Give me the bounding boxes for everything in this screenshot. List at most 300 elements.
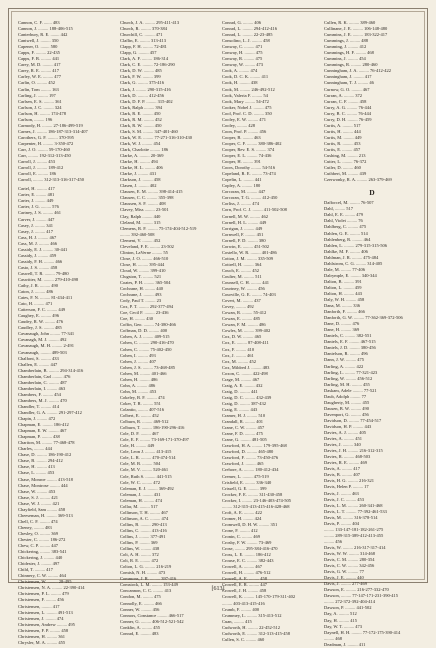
index-entry: Coleman, H. ......... 474 <box>120 497 162 503</box>
index-entry: Clement, V. ......... 452 <box>120 237 161 243</box>
index-entry: Cool, Prof. C. D. ......... 350 <box>222 110 272 116</box>
index-entry: Carling, J. ......... 197 <box>18 92 56 98</box>
index-entry: ......... 289-315-389-412-413-455 <box>324 532 384 538</box>
index-entry: Courville, G. E. ......... 74-403 <box>222 292 276 298</box>
index-entry: Collar, M. ......... 517 <box>120 503 158 509</box>
index-entry: Chidester, J. ......... 497 <box>18 561 60 567</box>
index-entry: Daskam, Adele ......... 77-521 <box>324 387 377 393</box>
index-entry: Cloud, W. ......... 399-410 <box>120 267 166 273</box>
index-entry: Comstock, L. M. ......... 153-449 <box>120 582 178 588</box>
index-entry: Deadman, J. ......... 411 <box>324 641 366 647</box>
index-entry: Clapp, G. ......... 457 <box>120 50 157 56</box>
index-entry: Crage, M. ......... 467 <box>222 376 260 382</box>
index-entry: Casey, J. ......... 417 <box>18 228 53 234</box>
index-entry: Cleland, M. ......... 315 <box>120 219 161 225</box>
index-entry: Carmody, H. ......... 27-186-499-519 <box>18 122 83 128</box>
index-entry: Cooker, Nobel J. ......... 475 <box>222 104 272 110</box>
index-entry: Collins, C. ......... 413-416 <box>120 527 167 533</box>
index-entry: Clark, R. M. ......... 452 <box>120 116 162 122</box>
index-entry: Corcoran, T. G. ......... 412-450 <box>222 195 278 201</box>
index-entry: Conrad, G. ......... 406 <box>222 20 261 25</box>
index-entry: Darling, W. ......... 456-512 <box>324 375 373 381</box>
index-entry: Cunningham, T. J. ......... 46 <box>324 80 374 86</box>
index-entry: Clapp, F. H. ......... 72-481 <box>120 44 167 50</box>
index-entry: Colbert, E. ......... 452 <box>120 413 159 419</box>
index-entry: Chamberlain, Carl ......... 476 <box>18 373 71 379</box>
index-entry: Clasen, J. ......... 402 <box>120 183 157 189</box>
index-entry: Cass, H. J. ......... 467 <box>18 234 57 240</box>
index-entry: Copley, A. ......... 180 <box>222 183 261 189</box>
index-entry: Connors, Constance ......... 466-517 <box>120 612 184 618</box>
index-entry: Cox, D. W. ......... 465 <box>222 334 262 340</box>
index-entry: Chamberlain, C. ......... 487 <box>18 379 67 385</box>
index-entry: Clark, A. F. ......... 186-314 <box>120 56 169 62</box>
index-entry: Crane, G. ......... 481-505 <box>222 437 267 443</box>
index-entry: Crisfield, E. ......... 336-340 <box>222 479 272 485</box>
index-entry: Cooper, Rev. E. S. ......... 374 <box>222 146 275 152</box>
index-entry: Consolino, L. J. ......... 458 <box>222 38 270 44</box>
index-entry: Dalrymple, E. ......... 340-344 <box>324 272 377 278</box>
index-entry: Carroll, J. ......... 453 <box>18 159 55 165</box>
index-column-4 <box>321 20 423 647</box>
index-entry: Davis, Helen P. ......... 17 <box>324 484 369 490</box>
index-entry: Chase, W. J. ......... 421 <box>18 500 60 506</box>
index-entry: Crose, ......... 295-384-416-470 <box>222 546 278 552</box>
index-entry: Dane, D. ......... 476 <box>324 321 360 327</box>
index-entry: Chell, C. F. ......... 474 <box>18 518 58 524</box>
index-entry: Cole, Leon J. ......... 413-415 <box>120 449 172 455</box>
index-entry: Davis, W. ......... 216-317-317-414 <box>324 544 386 550</box>
index-entry: Clark, J. ......... 290-315-416 <box>120 86 171 92</box>
index-entry: Chase, H. ......... 413 <box>18 464 55 470</box>
index-entry: Cartel, H. ......... 417 <box>18 186 55 192</box>
index-entry: Cavanaugh, M. H. ......... 2-491 <box>18 343 74 349</box>
index-entry: Charles, ......... 444 <box>18 446 52 452</box>
index-entry: Christensen, P. L. ......... 479 <box>18 591 69 597</box>
index-entry: Cornwell, F. ......... 451 <box>222 231 264 237</box>
index-entry: Cuthbert, M. ......... 439 <box>324 171 367 177</box>
index-entry: Dawson, ......... 77-147-171-231-390-415 <box>324 593 398 599</box>
index-entry: Chapman, E. ......... 186-412 <box>18 422 69 428</box>
index-entry: Chase, Montrose ......... 444 <box>18 482 68 488</box>
index-entry: ......... 133-147-181-182-261-275 <box>324 526 384 532</box>
index-entry: Crawford, J. ......... 465 <box>222 461 264 467</box>
index-entry: Day, W. T. ......... 473 <box>324 623 363 629</box>
index-entry: Cramer, H. J. ......... 510 <box>222 413 266 419</box>
index-entry: Carroll, J. ......... 189-412 <box>18 165 64 171</box>
index-entry: Dalton, L. ......... 459 <box>324 284 362 290</box>
index-entry: Carlsen, E. S. ......... 361 <box>18 98 62 104</box>
index-entry: ......... 456 <box>324 538 342 544</box>
index-entry: Cooper, H. ......... 391 <box>222 159 261 165</box>
index-entry: Craig, E. ......... 443 <box>222 407 258 412</box>
section-letter: D <box>369 188 375 198</box>
index-entry: Cartney, J. S. ......... 461 <box>18 210 61 216</box>
index-entry: Cohn, A. ......... 486 <box>120 382 156 388</box>
index-entry: Close, H. ......... 395-444 <box>120 261 165 267</box>
index-entry: Craig, D. ......... 441 <box>222 388 258 394</box>
index-entry: Connolly, E. ......... 466 <box>120 600 162 606</box>
index-entry: Cato, H. ......... 471 <box>18 301 53 307</box>
index-entry: Carter, J. G. ......... 576 <box>18 204 59 210</box>
index-entry: Darling, A. ......... 422 <box>324 363 364 369</box>
index-entry: Dawson, P. ......... 441-502 <box>324 605 372 611</box>
index-entry: Day, A. ......... 512 <box>324 611 357 617</box>
index-entry: Czerwonky, R. A. ......... 263-379-469 <box>324 177 392 183</box>
index-entry: Davis, C. M. ......... 280-354 <box>324 557 375 563</box>
index-entry: Crowell, E. R. ......... 447 <box>222 582 267 588</box>
index-entry: Clark, W. J. ......... 454 <box>120 140 161 146</box>
index-entry: Cheeseman, H. ......... 369-513 <box>18 512 73 518</box>
index-entry: Cullen, R. K. ......... 389-460 <box>324 20 376 25</box>
index-entry: Chickering, ......... 383-541 <box>18 549 67 555</box>
index-entry: Condon, M. ......... 475 <box>120 594 161 600</box>
index-entry: ......... 272-372-392-404-414 <box>324 599 375 605</box>
index-entry: Cathy, J. R. ......... 490 <box>18 283 58 289</box>
index-entry: Dahlen, G. E. ......... 514 <box>324 230 368 236</box>
index-entry: Davis, B. ......... 407 <box>324 472 360 478</box>
index-entry: Cochrane, H. ......... 440 <box>120 286 163 292</box>
index-entry: Clark, D. W. ......... 485 <box>120 68 162 74</box>
index-entry: Cunningham, J. ......... 417 <box>324 74 372 80</box>
index-entry: Coker, T. R. ......... 551 <box>120 400 161 406</box>
index-entry: Clark, R. E. ......... 450 <box>120 110 161 116</box>
index-entry: Cheney, ......... 483 <box>18 524 52 530</box>
index-entry: Cummins, J. ......... 454 <box>324 56 366 62</box>
index-entry: Curtis, H. ......... 444 <box>324 128 361 134</box>
index-entry: Cox, E. ......... 87-408-411 <box>222 340 269 346</box>
index-entry: Carter, J. ......... 449 <box>18 198 54 204</box>
index-entry: Curtis, E. ......... 457 <box>324 146 361 152</box>
index-entry: Cassidy, F. H. ......... 466 <box>18 258 63 264</box>
index-entry: Christensen, L. ......... 491-513 <box>18 609 73 615</box>
index-entry: Crocker, F. E. ......... 311-430-458 <box>222 491 283 497</box>
index-entry: Chrysler, M. A. ......... 455 <box>18 639 66 645</box>
index-entry: Catterson, F. C. ......... 449 <box>18 307 66 313</box>
index-entry: Cullen, S. C. ......... 460 <box>222 636 265 642</box>
index-entry: Cook, Valeria F. ......... 54 <box>222 92 268 98</box>
index-entry: Cook, H. ......... 438 <box>222 80 258 86</box>
index-entry: Carey, R. E. ......... 417 <box>18 68 59 74</box>
index-entry: Darling, M. H. ......... 455 <box>324 381 370 387</box>
index-entry: Cronin, C. ......... 469 <box>222 533 261 539</box>
index-entry: Danforth, F. ......... 466 <box>324 309 365 315</box>
index-entry: Daniels, J. D. ......... 380-456 <box>324 345 376 351</box>
index-entry: Cunningham, J. A. ......... 76-412-422 <box>324 68 391 74</box>
index-entry: Davies, R. E. ......... 469 <box>324 460 367 466</box>
index-entry: Crawford, H. A. ......... 179-395-468 <box>222 443 287 449</box>
index-entry: Christensen, Andrew ......... 495 <box>18 621 75 627</box>
index-entry: Clemens, R. F. ......... 75-174-404-512-519 <box>120 225 197 231</box>
index-entry: Clugston, T. ......... 521 <box>120 273 162 279</box>
index-entry: Craig, D. C. ......... 432-439 <box>222 394 272 400</box>
index-entry: Daynell, H. H. ......... 77-172-175-390-414 <box>324 629 401 635</box>
index-entry: Chalfont, S. ......... 433 <box>18 355 59 361</box>
index-entry: Cassidy, J. ......... 459 <box>18 252 57 258</box>
index-entry: Casto, J. S. ......... 458 <box>18 264 58 270</box>
index-entry: Cohen, C. ......... 290-416-470 <box>120 340 174 346</box>
index-entry: Cannon, J. ......... 188-406-515 <box>18 26 73 32</box>
index-entry: Conway, R. ......... 475 <box>222 56 263 62</box>
index-entry: Clarke, H. ......... 494 <box>120 159 158 165</box>
index-entry: Cudworth, H. ......... 22-452-512 <box>222 624 280 630</box>
index-entry: Chandler, G. A. ......... 291-297-412 <box>18 410 82 415</box>
index-entry: Corn, Prof. C. J. ......... 411-502-508 <box>222 207 287 213</box>
index-entry: Davenport, G. ......... 456 <box>324 411 369 417</box>
index-entry: Daniels, E. F. ......... 467-515 <box>324 339 376 345</box>
index-entry: Cole, E. F. ......... 73-169-171-370-497 <box>120 437 189 443</box>
index-entry: Coon, Prof. P. ......... 456 <box>222 128 267 134</box>
index-entry: Cooley, E. W. ......... 471 <box>222 116 266 122</box>
index-entry: Cohn, M. ......... 453 <box>120 388 157 394</box>
index-entry: Christensen, ......... 417 <box>18 603 60 609</box>
index-entry: Colburn, R. ......... 469-512 <box>120 419 169 425</box>
index-entry: Craig, D. ......... 387-432 <box>222 400 266 406</box>
index-entry: Davis, J. C. ......... 453 <box>324 496 365 502</box>
index-entry: Daly, W. H. ......... 458 <box>324 297 365 303</box>
index-entry: Cleveland, F. E. ......... 23-502 <box>120 243 174 249</box>
index-entry: Commons, J. R. ......... 397-416 <box>120 576 177 582</box>
index-entry: Christensen, J. ......... 474 <box>18 615 64 621</box>
index-entry: ......... 468 <box>324 635 342 641</box>
index-entry: Chayfield, Sam ......... 458 <box>18 506 66 512</box>
index-entry: Cummings, J. ......... 488 <box>324 38 369 44</box>
index-entry: Crumb, F. ......... 400 <box>222 606 260 612</box>
index-entry: Conrad, L. ......... 22-23-485 <box>222 32 273 38</box>
index-entry: Davis, J. ......... 277-469 <box>324 581 367 587</box>
index-entry: Coe, H. ......... 430 <box>120 316 153 322</box>
index-entry: Chickering, J. ......... 440 <box>18 555 63 561</box>
index-entry: Child, T. ......... 417 <box>18 567 53 573</box>
index-entry: Curry, B. C. ......... 76-444 <box>324 110 371 116</box>
index-entry: Crane, F. D. ......... 475 <box>222 431 263 437</box>
index-entry: Cokeley, B. F. ......... 474 <box>120 394 165 400</box>
index-entry: Cullinane, J. E. ......... 106-148-480 <box>324 26 388 32</box>
index-entry: Crosby, F. W. ......... 73-469 <box>222 540 272 546</box>
index-entry: Cooper, B. ......... 463 <box>222 134 261 140</box>
index-entry: Curnow, G. O. ......... 467 <box>324 86 370 92</box>
index-entry: Cole, W. C. ......... 472 <box>120 479 161 485</box>
index-entry: Cornell, M. W. ......... 462 <box>222 213 269 219</box>
index-entry: Clay, Ralph ......... 440 <box>120 213 161 219</box>
index-entry: Dahlstrom, C. G. ......... 314-405 <box>324 260 383 266</box>
index-entry: Conrad, E. ......... 483 <box>120 630 159 636</box>
index-entry: Collinson, A. C. ......... 474 <box>120 515 169 521</box>
index-entry: Cumming, J. ......... 412 <box>324 44 367 50</box>
index-entry: Cooper, C. F. ......... 380-386-402 <box>222 140 282 146</box>
index-entry: Chase, L. ......... 453 <box>18 470 55 476</box>
index-entry: Curtis, M. ......... 449 <box>324 134 362 140</box>
index-entry: Cohen, H. ......... 486 <box>120 376 158 382</box>
index-entry: Caswitter, M. ......... 279-410-498 <box>18 276 79 282</box>
index-entry: Carey, M. D. ......... 417 <box>18 62 61 68</box>
index-entry: Copeland, R. E. ......... 73-474 <box>222 171 276 177</box>
index-entry: Cushing, M. ......... 213 <box>324 153 366 159</box>
index-entry: Cornell, F. D. ......... 380 <box>222 237 266 243</box>
index-entry: Chase, W. ......... 453 <box>18 488 56 494</box>
spacer <box>324 183 420 186</box>
index-entry: Chapin, J. ......... 472 <box>18 416 56 422</box>
index-entry: Clinton, LaVerne ......... 55 <box>120 249 168 255</box>
index-entry: Colt, A. H. ......... 372 <box>120 552 159 558</box>
index-entry: Daniels, C. ......... 382-551 <box>324 333 372 339</box>
index-entry: Collins, B. ......... 290-413 <box>120 521 167 527</box>
index-entry: Cohen, I. ......... 493 <box>120 352 156 358</box>
index-entry: Dahlke, M. F. ......... 406 <box>324 248 368 254</box>
index-entry: Collins, J. ......... 377-491 <box>120 533 166 539</box>
index-entry: Davis, L. M. ......... 260-341-468 <box>324 502 383 508</box>
index-entry: Cohen, C. ......... 75-402-450 <box>120 346 172 352</box>
index-entry: Clark, C. E. ......... 72-186-290 <box>120 62 175 68</box>
index-entry: Craig, A. E. ......... 432 <box>222 382 263 388</box>
index-entry: Crouse, E. C. ......... 382-443 <box>222 558 274 564</box>
index-entry: Crane, C. W. ......... 457 <box>222 425 265 431</box>
index-entry: Clausen, C. C. ......... 355-398 <box>120 195 174 201</box>
index-entry: Cavanaugh, John ......... 77-341 <box>18 331 75 337</box>
index-entry: Conway, W. ......... 473 <box>222 62 263 68</box>
index-entry: Cox, M. ......... 452 <box>222 358 257 364</box>
index-entry: Caswell, T. R. ......... 79-480 <box>18 270 69 276</box>
index-entry: Cox, Mildred J. ......... 483 <box>222 364 270 370</box>
index-entry: Davis, H. G. ......... 216-321 <box>324 478 374 484</box>
index-entry: Dahl, Violet ......... 76 <box>324 218 363 224</box>
index-entry: Coxon, C. ......... 422-498 <box>222 370 268 376</box>
index-entry: Collins, P. ......... 369 <box>120 540 158 546</box>
index-entry: Coleman, E. J. ......... 369-492 <box>120 485 174 491</box>
index-entry: Cooper, E. L. ......... 74-436 <box>222 153 272 159</box>
index-entry: Carroll, E. ......... 186 <box>18 171 56 177</box>
index-entry: Clarkson, J. ......... 458 <box>120 177 161 183</box>
index-entry: Casey, J. ......... 341 <box>18 222 53 228</box>
index-entry: Church, J. A. ......... 295-411-413 <box>120 20 180 25</box>
index-entry: Crowell, A. E. ......... 458 <box>222 576 267 582</box>
index-entry: Clark, F. W. ......... 399 <box>120 74 161 80</box>
index-entry: Dalton, H. ......... 443 <box>324 290 362 296</box>
index-entry: Carlson, J. C. ......... 324 <box>18 104 62 110</box>
index-entry: Chase, D. ......... 186-190-412 <box>18 452 72 458</box>
index-entry: Christensen, H. ......... 361 <box>18 633 65 639</box>
index-entry: Crawford, F. ......... 73-450-476 <box>222 455 279 461</box>
index-entry: Dahl, ......... 517 <box>324 206 353 212</box>
index-entry: Curtis, A. ......... 517 <box>324 122 361 128</box>
index-entry: Clarke, H. L. ......... 406 <box>120 165 163 171</box>
index-entry: Day, H. ......... 415 <box>324 617 357 623</box>
index-entry: Cass, M. J. ......... 466 <box>18 240 58 246</box>
index-entry: Crowell, A. ......... 467 <box>222 564 262 570</box>
index-entry: Clark, D. ......... 412-456 <box>120 92 164 98</box>
index-entry: Dafforcel, M. ......... 76-507 <box>324 200 374 206</box>
index-entry: Covey, ......... 492 <box>222 304 254 310</box>
index-entry: Crandall, R. ......... 401 <box>222 419 263 425</box>
index-entry: Cuan, ......... 415 <box>222 618 252 624</box>
index-entry: Davies, R. ......... 468-503 <box>324 454 371 460</box>
index-entry: Cox, P. T. ......... 292-377-494 <box>120 304 174 310</box>
index-entry: Chapman, P. ......... 438 <box>18 434 60 440</box>
index-entry: Cole, D. F. ......... 467 <box>120 431 159 437</box>
index-entry: Cutter, L. ......... 76-372 <box>324 159 367 165</box>
index-entry: Curtis, R. ......... 453 <box>324 140 361 146</box>
index-entry: Capps, F. B. ......... 441 <box>18 56 60 62</box>
index-entry: Carter, E. ......... 481 <box>18 192 55 198</box>
index-entry: Davis, A. ......... 417 <box>324 466 360 472</box>
index-entry: Davies, A. ......... 451 <box>324 436 362 442</box>
index-entry: Couch, E. ......... 452 <box>222 267 259 273</box>
index-entry: Davis, W. W. ......... 314-468 <box>324 550 376 556</box>
index-entry: Davies, J. H. ......... 216-312-315 <box>324 448 383 454</box>
index-entry: Clarke, A. ......... 20-369 <box>120 153 164 159</box>
index-entry: Dawson, E. ......... 216-277-332-470 <box>324 587 389 593</box>
index-entry: Conklin, A. ......... 455 <box>120 624 161 630</box>
index-entry: Caudey, R. W. ......... 476 <box>18 319 63 325</box>
index-entry: Conner, W. ......... 456 <box>120 606 160 612</box>
index-entry: Cook, A. ......... 474 <box>222 68 258 74</box>
index-entry: Cavanaugh, ......... 489-503 <box>18 349 67 355</box>
index-entry: Crone, F. ......... 412 <box>222 527 258 533</box>
index-entry: Coates, P. H. ......... 365-504 <box>120 280 171 286</box>
index-entry: Carr, ......... 192-312-313-450 <box>18 153 71 159</box>
index-entry: Canterbury, R. E. ........ 442 <box>18 32 68 38</box>
index-entry: Cole, Ruth S. ......... 441-515 <box>120 473 172 479</box>
index-entry: Cohen, J. S. ......... 73-468-485 <box>120 364 175 370</box>
index-entry: Conner, G. ......... 406-512-521-542 <box>120 618 184 624</box>
index-entry: Dalton, B. ......... 391 <box>324 278 362 284</box>
index-entry: Daugherty, M. ......... 455 <box>324 399 370 405</box>
index-entry: Challen, E. ......... 447 <box>18 361 58 367</box>
index-entry: Comish, N. H. ......... 473 <box>120 570 166 576</box>
index-entry: Davis, M. ......... 316-378-514 <box>324 514 378 520</box>
index-entry: Cummings, R. ......... 280-460 <box>324 62 378 68</box>
index-entry: Davidson, D. ......... 77-454-517 <box>324 417 382 423</box>
index-entry: Davies, A. J. ......... 405 <box>324 430 366 436</box>
index-entry: Collins, W. ......... 438 <box>120 546 160 552</box>
index-column-1 <box>15 20 117 645</box>
index-entry: Crissell, G. E. ......... 399 <box>222 485 267 491</box>
index-entry: Coffin, Geo. ......... 74-380-466 <box>120 322 176 328</box>
index-entry: Chariton, M. ......... 77-468-478 <box>18 440 75 446</box>
index-entry: Clark, W. E. ......... 77-271-316-310-430 <box>120 134 192 140</box>
index-column-3 <box>219 20 321 642</box>
index-entry: Darling, L. ......... 77-321-423 <box>324 369 378 375</box>
index-entry: Dann, J. W. ......... 475 <box>324 357 365 363</box>
index-entry: Coffman, D. D. ......... 400 <box>120 328 168 334</box>
index-entry: Cowan, E. ......... 485 <box>222 316 260 322</box>
index-entry: Cummings, H. F. ......... 468 <box>324 50 374 56</box>
index-entry: Chester, C. ......... 186-272 <box>18 536 66 542</box>
index-entry: Davidson, H. P. ......... 443 <box>324 424 372 429</box>
index-entry: Corwin, E. ......... 451-502 <box>222 243 269 249</box>
index-entry: Cole, M. B. ......... 504 <box>120 461 161 467</box>
index-entry: Carley, W. E. ......... 477 <box>18 74 61 80</box>
index-entry: Cummins, J. E. ......... 183-322-417 <box>324 32 388 38</box>
index-entry: Dana, M. ......... 336 <box>324 303 360 309</box>
index-entry: Cates, F. N. ......... 81-434-411 <box>18 295 73 301</box>
index-entry: Chamberlain, B. ......... 294-314-416 <box>18 367 84 373</box>
index-entry: Carnes, J. ......... 186-187-313-314-407 <box>18 128 88 134</box>
index-entry: Davis, J. E. ......... 440 <box>324 575 364 581</box>
index-entry: Clausen, E. M. ......... 398-414-415 <box>120 189 183 195</box>
index-entry: Curry, D. H. ......... 76-459 <box>324 116 372 122</box>
index-entry: Colton, L. G. ......... 216-219 <box>120 564 172 570</box>
index-entry: Clarke, J. ......... 431 <box>120 171 157 177</box>
index-entry: Danforth, G. W. ......... 77-362-369-372-506 <box>324 315 403 321</box>
index-entry: Cowan, R. ......... 55-412 <box>222 310 267 316</box>
index-entry: Copelin, L. ......... 441 <box>222 177 262 183</box>
index-entry: Carlson, H. ......... 174-478 <box>18 110 66 116</box>
index-entry: Chamberlain, I. ......... 463 <box>18 385 66 391</box>
index-entry: Cross, L. E. ......... 186-412 <box>222 552 271 558</box>
index-entry: Cutler, D. ......... 460 <box>324 165 361 171</box>
index-entry: Cowles, M. ......... 399-402 <box>222 328 271 334</box>
